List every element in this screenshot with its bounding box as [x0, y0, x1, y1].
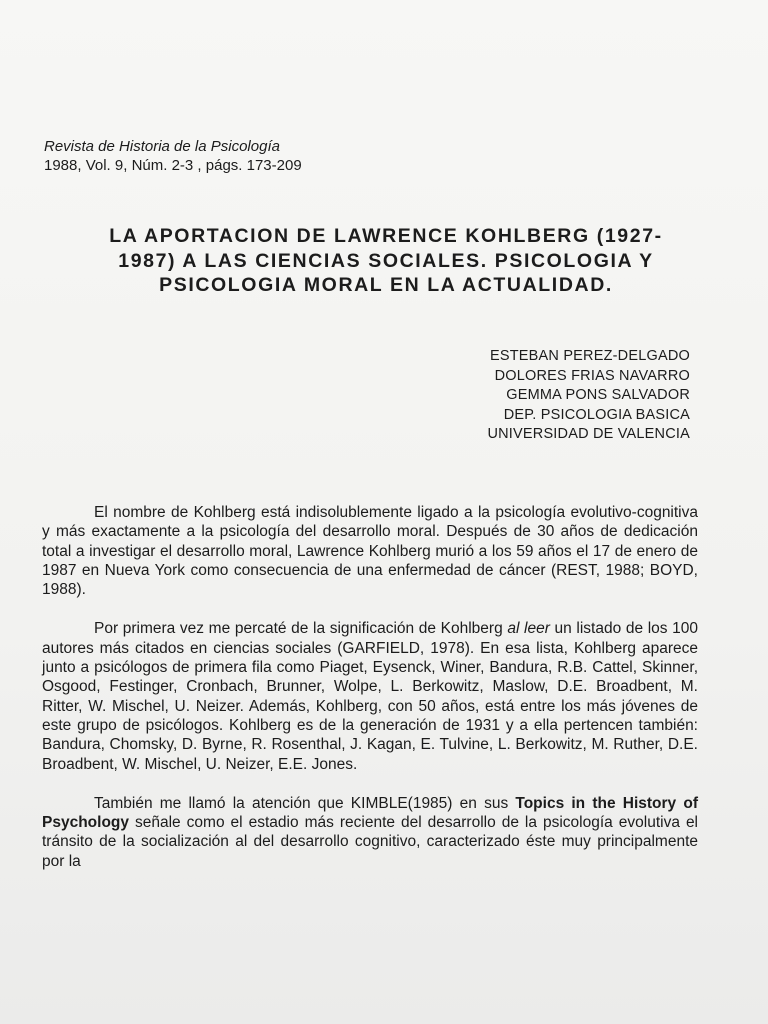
paragraph-text: También me llamó la atención que KIMBLE(1985) en sus — [94, 794, 509, 812]
book-title: Topics in the History of Psychology — [42, 794, 698, 832]
journal-citation: 1988, Vol. 9, Núm. 2-3 , págs. 173-209 — [44, 157, 302, 174]
title-line: PSICOLOGIA MORAL EN LA ACTUALIDAD. — [159, 274, 613, 296]
paragraph-3 — [42, 794, 698, 871]
paragraph-text: Por primera vez me percaté de la significación de Kohlberg — [94, 620, 503, 638]
paragraph-2 — [42, 619, 698, 773]
article-body — [42, 503, 698, 891]
author-affiliation: UNIVERSIDAD DE VALENCIA — [487, 426, 690, 442]
author-block — [487, 347, 690, 445]
journal-name: Revista de Historia de la Psicología — [44, 138, 280, 155]
title-line: LA APORTACION DE LAWRENCE KOHLBERG (1927- — [109, 225, 663, 247]
paragraph-text: señale como el estadio más reciente del desarrollo de la psicología evolutiva el tránsito de la socialización al del desarrollo cognitivo, caracterizado éste muy principalmente por la — [42, 814, 699, 870]
paragraph-emphasis: al leer — [507, 620, 550, 638]
author-name: ESTEBAN PEREZ-DELGADO — [490, 348, 690, 364]
author-name: DOLORES FRIAS NAVARRO — [494, 367, 690, 384]
author-name: GEMMA PONS SALVADOR — [506, 387, 690, 403]
title-line: 1987) A LAS CIENCIAS SOCIALES. PSICOLOGIA Y — [118, 249, 654, 272]
author-department: DEP. PSICOLOGIA BASICA — [503, 406, 690, 423]
article-title — [46, 224, 726, 298]
paragraph-text: un listado de los 100 autores más citados en ciencias sociales (GARFIELD, 1978). En esa lista, Kohlberg aparece junto a psicólogos de primera fila como Piaget, Eysenck, Winer, Bandura, R.B. Cattel, Skinner, Osgood, Festinger, Cronbach, Brunner, Wolpe, L. Berkowitz, Maslow, D.E. Broadbent, M. Ritter, W. Mischel, U. Neizer. Además, Kohlberg, con 50 años, está entre los más jóvenes de este grupo de psicólogos. Kohlberg es de la generación de 1931 y a ella pertencen también: Bandura, Chomsky, D. Byrne, R. Rosenthal, J. Kagan, E. Tulvine, L. Berkowitz, M. Ruther, D.E. Broadbent, W. Mischel, U. Neizer, E.E. Jones. — [42, 620, 699, 773]
journal-header — [44, 137, 302, 175]
paragraph-1: El nombre de Kohlberg está indisolublemente ligado a la psicología evolutivo-cognitiva y más exactamente a la psicología del desarrollo moral. Después de 30 años de dedicación total a investigar el desarrollo moral, Lawrence Kohlberg murió a los 59 años el 17 de enero de 1987 en Nueva York como consecuencia de una enfermedad de cáncer (REST, 1988; BOYD, 1988). — [42, 504, 698, 599]
